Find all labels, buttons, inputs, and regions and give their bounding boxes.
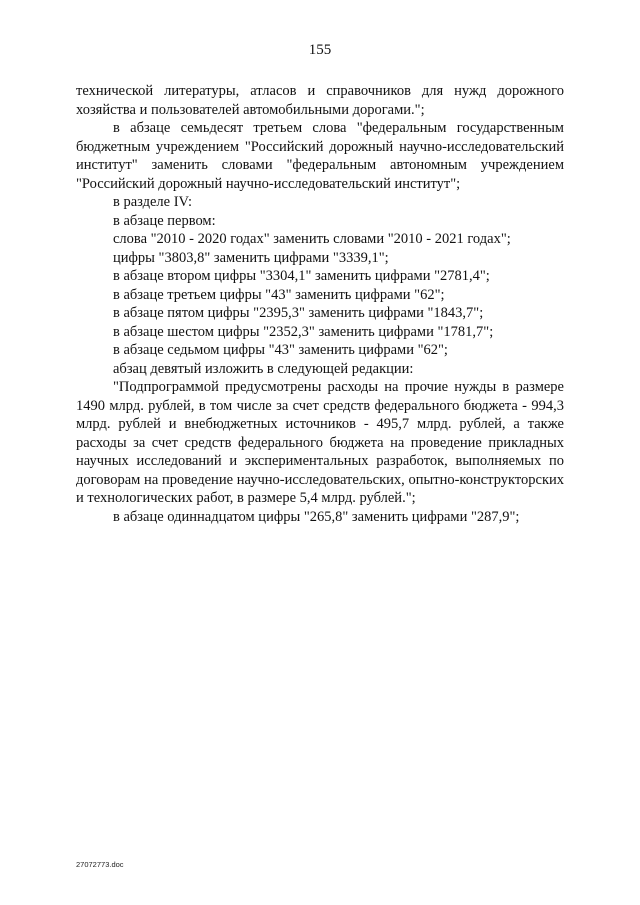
footer-filename: 27072773.doc [76,860,124,869]
list-item: абзац девятый изложить в следующей редакции: [113,360,414,377]
list-item: в абзаце третьем цифры "43" заменить цифрами "62"; [113,286,445,303]
list-item: в абзаце втором цифры "3304,1" заменить цифрами "2781,4"; [113,268,490,284]
list-item: в абзаце седьмом цифры "43" заменить цифрами "62"; [113,342,448,358]
paragraph-amendment-73: в абзаце семьдесят третьем слова "федеральным государственным бюджетным учреждением "Российский дорожный научно-исследовательский институт" заменить словами "федеральным автономным учреждением "Российский дорожный научно-исследовательский институт"; [76,120,564,192]
list-item: в абзаце первом: [113,212,216,229]
paragraph-continuation: технической литературы, атласов и справочников для нужд дорожного хозяйства и пользователей автомобильными дорогами."; [76,83,564,118]
document-body [76,82,564,526]
list-item: цифры "3803,8" заменить цифрами "3339,1"; [113,249,389,266]
list-item: в абзаце одиннадцатом цифры "265,8" заменить цифрами "287,9"; [113,508,520,525]
list-item: слова "2010 - 2020 годах" заменить словами "2010 - 2021 годах"; [113,231,511,247]
list-item: в абзаце шестом цифры "2352,3" заменить цифрами "1781,7"; [113,323,494,340]
list-item: в разделе IV: [113,194,192,210]
quoted-paragraph: "Подпрограммой предусмотрены расходы на прочие нужды в размере 1490 млрд. рублей, в том числе за счет средств федерального бюджета - 994,3 млрд. рублей и внебюджетных источников - 495,7 млрд. рублей, а также расходы за счет средств федерального бюджета на проведение прикладных научных исследований и экспериментальных разработок, выполняемых по договорам на проведение научно-исследовательских, опытно-конструкторских и технологических работ, в размере 5,4 млрд. рублей."; [76,379,564,506]
page-number: 155 [308,42,332,58]
list-item: в абзаце пятом цифры "2395,3" заменить цифрами "1843,7"; [113,305,484,321]
